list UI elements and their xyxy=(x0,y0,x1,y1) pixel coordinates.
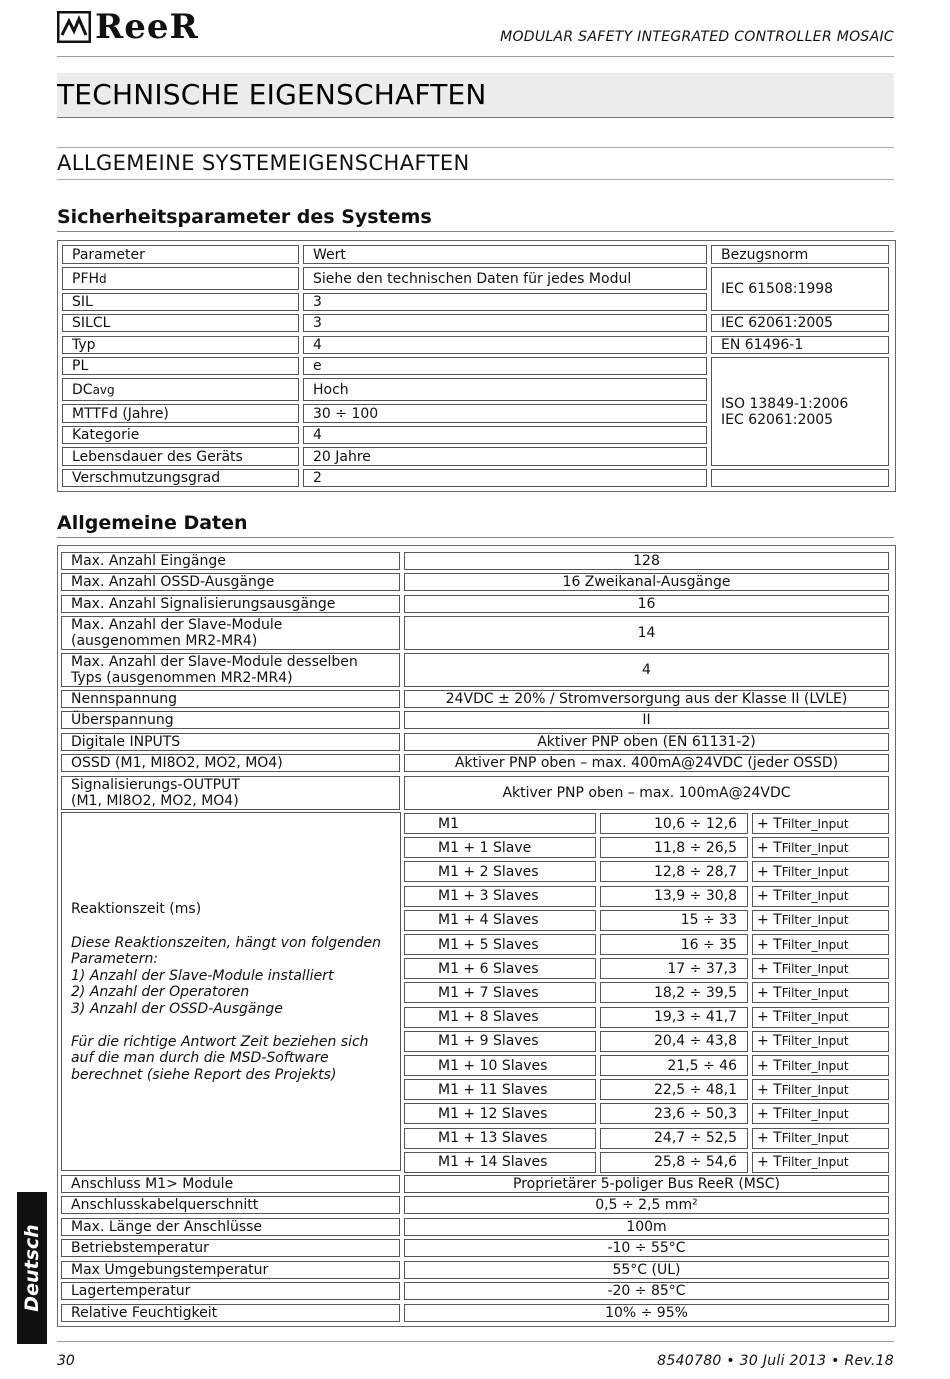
reaction-config: M1 + 8 Slaves xyxy=(404,1007,596,1028)
general-param: Relative Feuchtigkeit xyxy=(61,1304,400,1322)
filter-prefix: + T xyxy=(757,1033,782,1050)
general-param: OSSD (M1, MI8O2, MO2, MO4) xyxy=(61,754,400,772)
filter-subscript: Filter_Input xyxy=(781,864,849,879)
reaction-config: M1 xyxy=(404,813,596,834)
general-value: 10% ÷ 95% xyxy=(404,1304,889,1322)
reaction-config: M1 + 4 Slaves xyxy=(404,910,596,931)
reaction-range: 13,9 ÷ 30,8 xyxy=(600,886,748,907)
param-lebensdauer: Lebensdauer des Geräts xyxy=(62,447,299,466)
reaction-note-line: Diese Reaktionszeiten, hängt von folgenden Parametern: xyxy=(71,934,381,968)
reaction-config: M1 + 12 Slaves xyxy=(404,1103,596,1124)
general-param: Max. Anzahl Eingänge xyxy=(61,552,400,570)
filter-subscript: Filter_Input xyxy=(781,961,849,976)
general-value: 24VDC ± 20% / Stromversorgung aus der Klasse II (LVLE) xyxy=(404,690,889,708)
filter-subscript: Filter_Input xyxy=(781,1034,849,1049)
reaction-config: M1 + 11 Slaves xyxy=(404,1079,596,1100)
filter-subscript: Filter_Input xyxy=(781,1106,849,1121)
filter-subscript: Filter_Input xyxy=(781,1155,849,1170)
filter-subscript: Filter_Input xyxy=(781,937,849,952)
param-line-2: (ausgenommen MR2-MR4) xyxy=(71,633,258,649)
value-sil: 3 xyxy=(303,293,707,311)
param-sil: SIL xyxy=(62,293,299,311)
document-reference: 8540780 • 30 Juli 2013 • Rev.18 xyxy=(657,1353,894,1369)
general-param: Max. Länge der Anschlüsse xyxy=(61,1218,400,1236)
general-param: Überspannung xyxy=(61,711,400,729)
reaction-range: 17 ÷ 37,3 xyxy=(600,958,748,979)
norm-iec-62061: IEC 62061:2005 xyxy=(711,314,889,332)
general-param xyxy=(61,776,400,810)
filter-prefix: + T xyxy=(757,1009,782,1026)
param-line-1: Max. Anzahl der Slave-Module desselben xyxy=(71,654,358,670)
reer-logo xyxy=(57,7,199,47)
general-param: Lagertemperatur xyxy=(61,1282,400,1300)
value-mttfd: 30 ÷ 100 xyxy=(303,404,707,423)
reaction-range: 12,8 ÷ 28,7 xyxy=(600,861,748,882)
reaction-config: M1 + 3 Slaves xyxy=(404,886,596,907)
param-verschmutzungsgrad: Verschmutzungsgrad xyxy=(62,469,299,487)
param-pl: PL xyxy=(62,357,299,375)
param-silcl: SILCL xyxy=(62,314,299,332)
general-heading-rule xyxy=(57,537,894,538)
reaction-note-line: 3) Anzahl der OSSD-Ausgänge xyxy=(71,1000,283,1017)
filter-prefix: + T xyxy=(757,815,782,832)
value-lebensdauer: 20 Jahre xyxy=(303,447,707,466)
section-title: ALLGEMEINE SYSTEMEIGENSCHAFTEN xyxy=(57,151,470,175)
norm-line-2: IEC 62061:2005 xyxy=(721,411,834,428)
filter-prefix: + T xyxy=(757,912,782,929)
param-label: PFH xyxy=(72,270,100,287)
filter-subscript: Filter_Input xyxy=(781,1131,849,1146)
general-param: Betriebstemperatur xyxy=(61,1239,400,1257)
value-pfhd: Siehe den technischen Daten für jedes Modul xyxy=(303,267,707,290)
value-dcavg: Hoch xyxy=(303,378,707,401)
reaction-config: M1 + 13 Slaves xyxy=(404,1128,596,1149)
filter-prefix: + T xyxy=(757,1057,782,1074)
reaction-config: M1 + 1 Slave xyxy=(404,837,596,858)
param-pfhd xyxy=(62,267,299,290)
reaction-note-software: Für die richtige Antwort Zeit beziehen sich auf die man durch die MSD-Software berechnet (siehe Report des Projekts) xyxy=(71,1033,369,1083)
filter-prefix: + T xyxy=(757,960,782,977)
reaction-filter-term xyxy=(752,958,889,979)
filter-prefix: + T xyxy=(757,839,782,856)
reaction-range: 18,2 ÷ 39,5 xyxy=(600,982,748,1003)
general-heading: Allgemeine Daten xyxy=(57,512,248,534)
general-param: Max. Anzahl Signalisierungsausgänge xyxy=(61,595,400,613)
value-pl: e xyxy=(303,357,707,375)
reaction-range: 19,3 ÷ 41,7 xyxy=(600,1007,748,1028)
header-parameter: Parameter xyxy=(62,245,299,264)
reaction-range: 10,6 ÷ 12,6 xyxy=(600,813,748,834)
general-param: Anschlusskabelquerschnitt xyxy=(61,1196,400,1214)
filter-subscript: Filter_Input xyxy=(781,816,849,831)
param-kategorie: Kategorie xyxy=(62,426,299,444)
reaction-filter-term xyxy=(752,837,889,858)
reaction-range: 25,8 ÷ 54,6 xyxy=(600,1152,748,1173)
reaction-config: M1 + 2 Slaves xyxy=(404,861,596,882)
reaction-config: M1 + 9 Slaves xyxy=(404,1031,596,1052)
reaction-note-line: 2) Anzahl der Operatoren xyxy=(71,984,250,1001)
general-value: -10 ÷ 55°C xyxy=(404,1239,889,1257)
general-value: 16 xyxy=(404,595,889,613)
filter-subscript: Filter_Input xyxy=(781,1010,849,1025)
norm-empty xyxy=(711,469,889,487)
reaction-filter-term xyxy=(752,1031,889,1052)
general-value: 14 xyxy=(404,616,889,650)
reaction-config: M1 + 14 Slaves xyxy=(404,1152,596,1173)
reaction-range: 15 ÷ 33 xyxy=(600,910,748,931)
param-typ: Typ xyxy=(62,336,299,354)
filter-prefix: + T xyxy=(757,1105,782,1122)
filter-prefix: + T xyxy=(757,1154,782,1171)
param-subscript: d xyxy=(99,271,107,286)
reaction-range: 11,8 ÷ 26,5 xyxy=(600,837,748,858)
param-subscript: avg xyxy=(92,382,115,397)
general-param: Max. Anzahl OSSD-Ausgänge xyxy=(61,573,400,591)
reaction-filter-term xyxy=(752,910,889,931)
general-value: 100m xyxy=(404,1218,889,1236)
general-value: Aktiver PNP oben – max. 400mA@24VDC (jeder OSSD) xyxy=(404,754,889,772)
safety-heading: Sicherheitsparameter des Systems xyxy=(57,206,432,228)
general-param: Anschluss M1> Module xyxy=(61,1175,400,1193)
param-line-2: Typs (ausgenommen MR2-MR4) xyxy=(71,670,293,686)
page-title: TECHNISCHE EIGENSCHAFTEN xyxy=(57,78,487,111)
reer-logo-icon xyxy=(57,11,91,43)
general-param: Digitale INPUTS xyxy=(61,733,400,751)
reaction-filter-term xyxy=(752,861,889,882)
general-value: 4 xyxy=(404,653,889,687)
norm-iso-13849 xyxy=(711,357,889,466)
value-verschmutzungsgrad: 2 xyxy=(303,469,707,487)
value-kategorie: 4 xyxy=(303,426,707,444)
reaction-range: 24,7 ÷ 52,5 xyxy=(600,1128,748,1149)
reaction-filter-term xyxy=(752,982,889,1003)
reaction-filter-term xyxy=(752,886,889,907)
filter-subscript: Filter_Input xyxy=(781,1082,849,1097)
reaction-range: 16 ÷ 35 xyxy=(600,934,748,955)
param-label: DC xyxy=(72,381,93,398)
general-value: Aktiver PNP oben (EN 61131-2) xyxy=(404,733,889,751)
general-value: Aktiver PNP oben – max. 100mA@24VDC xyxy=(404,776,889,810)
norm-line-1: ISO 13849-1:2006 xyxy=(721,395,849,412)
general-value: 16 Zweikanal-Ausgänge xyxy=(404,573,889,591)
reaction-filter-term xyxy=(752,1055,889,1076)
param-line-1: Max. Anzahl der Slave-Module xyxy=(71,617,283,633)
reaction-config: M1 + 7 Slaves xyxy=(404,982,596,1003)
param-mttfd: MTTFd (Jahre) xyxy=(62,404,299,423)
reaction-config: M1 + 10 Slaves xyxy=(404,1055,596,1076)
filter-subscript: Filter_Input xyxy=(781,913,849,928)
filter-prefix: + T xyxy=(757,863,782,880)
general-param xyxy=(61,616,400,650)
reaction-time-label: Reaktionszeit (ms) xyxy=(71,901,202,917)
general-value: II xyxy=(404,711,889,729)
general-value: 55°C (UL) xyxy=(404,1261,889,1279)
reaction-filter-term xyxy=(752,813,889,834)
param-dcavg xyxy=(62,378,299,401)
reaction-time-cell xyxy=(61,812,401,1171)
general-value: 0,5 ÷ 2,5 mm² xyxy=(404,1196,889,1214)
page-title-bar xyxy=(57,73,894,118)
language-tab xyxy=(17,1192,47,1344)
filter-prefix: + T xyxy=(757,936,782,953)
reaction-filter-term xyxy=(752,1079,889,1100)
reaction-filter-term xyxy=(752,1103,889,1124)
header-rule xyxy=(57,56,894,57)
filter-subscript: Filter_Input xyxy=(781,985,849,1000)
reaction-filter-term xyxy=(752,934,889,955)
footer-rule xyxy=(57,1341,894,1342)
param-line-2: (M1, MI8O2, MO2, MO4) xyxy=(71,793,239,809)
filter-subscript: Filter_Input xyxy=(781,889,849,904)
filter-prefix: + T xyxy=(757,1081,782,1098)
filter-prefix: + T xyxy=(757,984,782,1001)
reaction-range: 20,4 ÷ 43,8 xyxy=(600,1031,748,1052)
norm-iec-61508: IEC 61508:1998 xyxy=(711,267,889,311)
general-param xyxy=(61,653,400,687)
filter-subscript: Filter_Input xyxy=(781,840,849,855)
filter-subscript: Filter_Input xyxy=(781,1058,849,1073)
reaction-config: M1 + 6 Slaves xyxy=(404,958,596,979)
reaction-range: 23,6 ÷ 50,3 xyxy=(600,1103,748,1124)
page-number: 30 xyxy=(57,1353,75,1369)
document-title: MODULAR SAFETY INTEGRATED CONTROLLER MOSAIC xyxy=(500,29,894,45)
reaction-note-line: 1) Anzahl der Slave-Module installiert xyxy=(71,967,334,984)
reaction-range: 22,5 ÷ 48,1 xyxy=(600,1079,748,1100)
norm-en-61496: EN 61496-1 xyxy=(711,336,889,354)
reaction-range: 21,5 ÷ 46 xyxy=(600,1055,748,1076)
filter-prefix: + T xyxy=(757,888,782,905)
section-title-bar xyxy=(57,147,894,180)
reaction-filter-term xyxy=(752,1152,889,1173)
header-norm: Bezugsnorm xyxy=(711,245,889,264)
header-value: Wert xyxy=(303,245,707,264)
general-value: Proprietärer 5-poliger Bus ReeR (MSC) xyxy=(404,1175,889,1193)
param-line-1: Signalisierungs-OUTPUT xyxy=(71,777,240,793)
value-silcl: 3 xyxy=(303,314,707,332)
filter-prefix: + T xyxy=(757,1130,782,1147)
general-param: Max Umgebungstemperatur xyxy=(61,1261,400,1279)
general-value: -20 ÷ 85°C xyxy=(404,1282,889,1300)
reaction-note-params xyxy=(71,935,392,1018)
reaction-config: M1 + 5 Slaves xyxy=(404,934,596,955)
general-param: Nennspannung xyxy=(61,690,400,708)
reaction-filter-term xyxy=(752,1007,889,1028)
brand-name: ReeR xyxy=(95,7,199,47)
general-value: 128 xyxy=(404,552,889,570)
safety-heading-rule xyxy=(57,231,894,232)
reaction-filter-term xyxy=(752,1128,889,1149)
language-tab-label: Deutsch xyxy=(21,1224,43,1312)
value-typ: 4 xyxy=(303,336,707,354)
